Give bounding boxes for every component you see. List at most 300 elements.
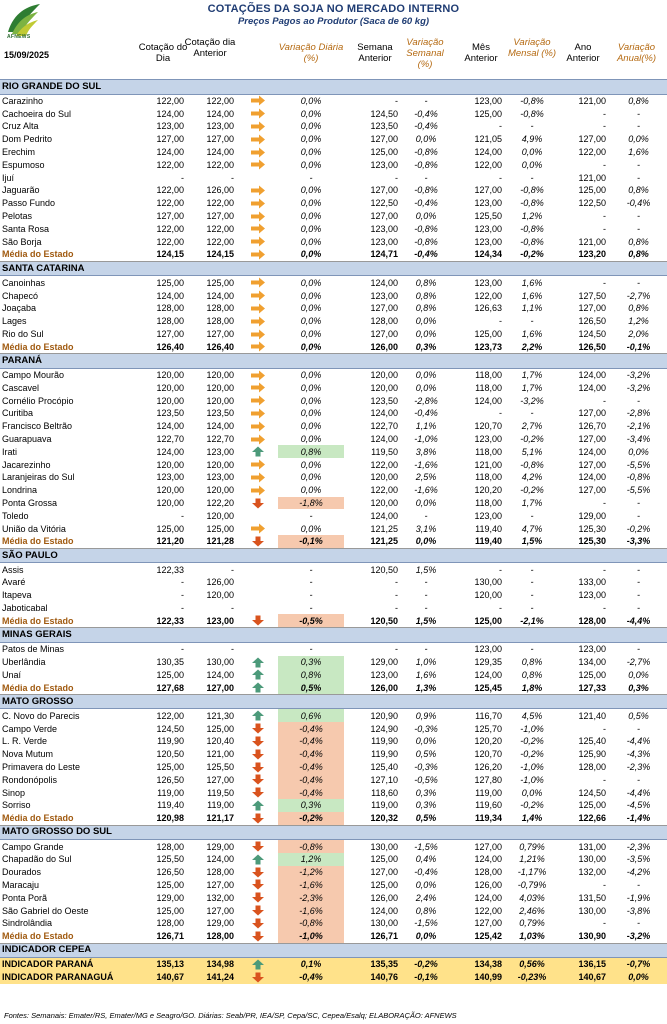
price-year: - bbox=[603, 211, 606, 222]
price-month: 122,00 bbox=[474, 159, 502, 170]
trend-arrow-cell bbox=[238, 614, 278, 627]
var-month: 0,8% bbox=[521, 656, 543, 667]
var-month: 4,5% bbox=[521, 710, 543, 721]
var-month: 1,7% bbox=[521, 370, 543, 381]
price-week: 127,00 bbox=[370, 211, 398, 222]
var-year: - bbox=[637, 577, 640, 588]
trend-arrow-cell bbox=[238, 484, 278, 497]
table-row bbox=[0, 735, 667, 748]
price-year: 126,70 bbox=[578, 421, 606, 432]
price-month: 118,00 bbox=[475, 446, 502, 457]
var-year: 1,6% bbox=[628, 147, 649, 158]
price-week: 125,40 bbox=[370, 762, 398, 773]
var-year: 0,8% bbox=[628, 303, 649, 314]
var-day: 0,6% bbox=[278, 709, 344, 722]
section-title: RIO GRANDE DO SUL bbox=[0, 80, 667, 95]
arrow-right-icon bbox=[250, 472, 266, 483]
var-month: 1,6% bbox=[521, 277, 543, 288]
price-week: 120,00 bbox=[370, 472, 398, 483]
var-year: 0,8% bbox=[628, 236, 649, 247]
price-day: - bbox=[181, 590, 184, 601]
var-year: -3,5% bbox=[626, 854, 651, 865]
var-month: 4,7% bbox=[521, 523, 543, 534]
city-name: Francisco Beltrão bbox=[2, 421, 73, 432]
price-prev: 124,00 bbox=[206, 290, 234, 301]
price-day: 123,00 bbox=[156, 121, 184, 132]
price-month: 123,73 bbox=[450, 340, 506, 353]
arrow-right-icon bbox=[250, 303, 266, 314]
var-week: 0,0% bbox=[402, 930, 450, 943]
table-row bbox=[0, 197, 667, 210]
price-prev: 127,00 bbox=[206, 905, 234, 916]
price-year: 125,90 bbox=[578, 749, 606, 760]
arrow-right-icon bbox=[250, 395, 266, 406]
city-name: Ponta Grossa bbox=[2, 498, 58, 508]
price-year: 124,00 bbox=[578, 382, 606, 393]
trend-arrow-cell bbox=[238, 589, 278, 602]
city-name: Média do Estado bbox=[0, 812, 136, 825]
trend-arrow-cell bbox=[238, 340, 278, 353]
var-month: -1,0% bbox=[520, 762, 544, 773]
trend-arrow-cell bbox=[238, 971, 278, 984]
price-month: 129,35 bbox=[474, 656, 502, 667]
trend-arrow-cell bbox=[238, 146, 278, 159]
price-day: 125,00 bbox=[156, 879, 184, 890]
price-week: 128,00 bbox=[370, 316, 398, 327]
var-day: 0,0% bbox=[300, 328, 322, 339]
logo-text: AFNEWS bbox=[7, 34, 31, 40]
var-year: 2,0% bbox=[628, 328, 649, 339]
price-month: 124,00 bbox=[474, 854, 502, 865]
price-day: 126,50 bbox=[156, 867, 184, 878]
price-week: 124,90 bbox=[370, 723, 398, 734]
var-week: - bbox=[424, 577, 428, 588]
table-row bbox=[0, 509, 667, 522]
price-year: 127,00 bbox=[578, 459, 606, 470]
price-week: 129,00 bbox=[370, 656, 398, 667]
var-week: 0,3% bbox=[415, 800, 437, 811]
price-prev: 129,00 bbox=[206, 841, 234, 852]
var-year: - bbox=[637, 211, 640, 222]
arrow-right-icon bbox=[250, 316, 266, 327]
trend-arrow-cell bbox=[238, 799, 278, 812]
city-name: Jaguarão bbox=[2, 185, 40, 196]
table-row bbox=[0, 589, 667, 602]
price-day: - bbox=[181, 510, 184, 521]
var-month: - bbox=[530, 603, 534, 614]
price-prev: 120,00 bbox=[206, 485, 234, 496]
var-day: 1,2% bbox=[278, 853, 344, 866]
price-week: 126,71 bbox=[344, 930, 402, 943]
price-prev: 122,00 bbox=[206, 95, 234, 106]
price-year: 122,00 bbox=[578, 147, 606, 158]
trend-arrow-cell bbox=[238, 222, 278, 235]
var-week: - bbox=[424, 644, 428, 655]
var-week: 1,5% bbox=[415, 564, 437, 575]
var-week: -0,4% bbox=[402, 248, 450, 261]
trend-arrow-cell bbox=[238, 107, 278, 120]
var-day: -1,6% bbox=[278, 879, 344, 892]
var-day: 0,0% bbox=[300, 277, 322, 288]
price-day: 127,00 bbox=[156, 211, 184, 222]
price-week: 130,00 bbox=[370, 918, 398, 929]
arrow-down-icon bbox=[250, 931, 266, 942]
col-header-prev: Cotação dia Anterior bbox=[184, 37, 236, 59]
trend-arrow-cell bbox=[238, 171, 278, 184]
price-prev: 128,00 bbox=[188, 930, 238, 943]
price-week: 119,50 bbox=[371, 446, 398, 457]
arrow-right-icon bbox=[250, 341, 266, 352]
price-week: 127,00 bbox=[370, 185, 398, 196]
var-week: 3,8% bbox=[415, 446, 437, 457]
price-day: 122,00 bbox=[156, 159, 184, 170]
price-year: - bbox=[603, 277, 606, 288]
arrow-right-icon bbox=[250, 223, 266, 234]
trend-arrow-cell bbox=[238, 668, 278, 681]
var-week: 0,8% bbox=[415, 303, 437, 314]
trend-arrow-cell bbox=[238, 445, 278, 458]
var-day: -0,5% bbox=[278, 614, 344, 627]
var-day: 0,0% bbox=[300, 472, 322, 483]
city-name: Maracaju bbox=[2, 879, 40, 890]
var-week: -2,8% bbox=[414, 395, 438, 406]
var-month: 1,4% bbox=[506, 812, 558, 825]
price-day: 128,00 bbox=[156, 316, 184, 327]
price-week: 127,00 bbox=[370, 303, 398, 314]
trend-arrow-cell bbox=[238, 394, 278, 407]
section-header-row bbox=[0, 694, 667, 709]
price-prev: 119,00 bbox=[207, 800, 234, 811]
trend-arrow-cell bbox=[238, 722, 278, 735]
price-day: 124,00 bbox=[156, 108, 184, 119]
city-name: Joaçaba bbox=[2, 303, 37, 314]
table-row bbox=[0, 94, 667, 107]
var-week: 0,0% bbox=[415, 736, 437, 747]
var-week: 0,5% bbox=[415, 749, 437, 760]
price-month: 134,38 bbox=[450, 958, 506, 971]
var-week: 0,0% bbox=[415, 370, 437, 381]
price-year: - bbox=[603, 603, 606, 614]
var-week: 0,8% bbox=[415, 277, 437, 288]
section-header-row bbox=[0, 261, 667, 276]
price-day: 122,00 bbox=[156, 236, 184, 247]
arrow-right-icon bbox=[250, 95, 266, 106]
var-day: 0,0% bbox=[300, 185, 322, 196]
var-month: -0,8% bbox=[520, 95, 544, 106]
arrow-right-icon bbox=[250, 236, 266, 247]
var-day: -2,3% bbox=[278, 891, 344, 904]
table-row bbox=[0, 904, 667, 917]
var-week: 0,9% bbox=[415, 710, 437, 721]
indicator-row bbox=[0, 958, 667, 971]
section-title: MATO GROSSO bbox=[0, 694, 667, 709]
var-week: -0,4% bbox=[414, 408, 438, 419]
table-row bbox=[0, 709, 667, 722]
var-week: -0,3% bbox=[414, 723, 438, 734]
city-name: Londrina bbox=[2, 485, 38, 496]
var-week: -0,8% bbox=[414, 223, 438, 234]
var-month: -0,2% bbox=[520, 736, 544, 747]
var-day: 0,3% bbox=[278, 799, 344, 812]
price-day: 125,00 bbox=[156, 762, 184, 773]
var-month: 1,8% bbox=[506, 681, 558, 694]
arrow-down-icon bbox=[250, 723, 266, 734]
var-week: -0,8% bbox=[414, 159, 438, 170]
var-day: -0,4% bbox=[278, 971, 344, 984]
var-day: - bbox=[309, 172, 313, 183]
table-row bbox=[0, 602, 667, 615]
var-year: - bbox=[637, 918, 640, 929]
city-name: Jaboticabal bbox=[2, 603, 48, 614]
var-week: -0,8% bbox=[414, 236, 438, 247]
price-year: 140,67 bbox=[558, 971, 610, 984]
city-name: Patos de Minas bbox=[2, 644, 65, 655]
price-week: 125,00 bbox=[370, 854, 398, 865]
price-day: 120,00 bbox=[156, 382, 184, 393]
trend-arrow-cell bbox=[238, 158, 278, 171]
trend-arrow-cell bbox=[238, 235, 278, 248]
state-average-row bbox=[0, 614, 667, 627]
price-prev: 125,50 bbox=[206, 762, 234, 773]
price-day: 120,00 bbox=[156, 498, 184, 508]
table-row bbox=[0, 773, 667, 786]
price-month: 122,00 bbox=[474, 905, 502, 916]
var-month: -0,23% bbox=[506, 971, 558, 984]
table-row bbox=[0, 786, 667, 799]
var-week: - bbox=[424, 172, 428, 183]
section-title: SÃO PAULO bbox=[0, 548, 667, 563]
price-year: 131,50 bbox=[578, 892, 606, 903]
var-year: -5,5% bbox=[626, 485, 651, 496]
table-row bbox=[0, 368, 667, 381]
section-header-row bbox=[0, 825, 667, 840]
col-header-day: Cotação do Dia bbox=[138, 42, 188, 64]
trend-arrow-cell bbox=[238, 420, 278, 433]
price-prev: 134,98 bbox=[188, 958, 238, 971]
price-year: 123,00 bbox=[578, 644, 606, 655]
price-year: 125,00 bbox=[578, 800, 606, 811]
var-day: 0,0% bbox=[300, 316, 322, 327]
var-week: 3,1% bbox=[415, 523, 437, 534]
table-row bbox=[0, 891, 667, 904]
col-header-year: Ano Anterior bbox=[566, 42, 600, 64]
arrow-up-icon bbox=[250, 657, 266, 668]
price-year: 127,33 bbox=[558, 681, 610, 694]
price-year: - bbox=[603, 108, 606, 119]
price-month: 125,70 bbox=[474, 723, 502, 734]
arrow-right-icon bbox=[250, 370, 266, 381]
price-day: 135,13 bbox=[136, 958, 188, 971]
var-week: - bbox=[424, 603, 428, 614]
price-day: 127,00 bbox=[156, 328, 184, 339]
price-prev: 128,00 bbox=[206, 316, 234, 327]
table-row bbox=[0, 484, 667, 497]
var-month: 0,0% bbox=[521, 159, 543, 170]
price-week: 125,00 bbox=[370, 879, 398, 890]
price-prev: 129,00 bbox=[206, 918, 234, 929]
city-name: São Borja bbox=[2, 236, 42, 247]
price-year: - bbox=[603, 223, 606, 234]
price-year: 125,00 bbox=[578, 669, 606, 680]
price-year: 124,50 bbox=[578, 787, 606, 798]
city-name: Dom Pedrito bbox=[2, 134, 53, 145]
var-month: 0,0% bbox=[521, 787, 543, 798]
city-name: Avaré bbox=[2, 577, 26, 588]
var-month: -3,2% bbox=[520, 395, 544, 406]
section-header-row bbox=[0, 943, 667, 958]
var-day: 0,0% bbox=[300, 198, 322, 209]
var-month: -0,2% bbox=[520, 749, 544, 760]
var-month: 0,56% bbox=[506, 958, 558, 971]
var-day: 0,0% bbox=[300, 382, 322, 393]
trend-arrow-cell bbox=[238, 773, 278, 786]
price-day: 122,00 bbox=[156, 185, 184, 196]
price-month: 120,20 bbox=[474, 485, 502, 496]
col-header-var-year: Variação Anual(%) bbox=[616, 42, 657, 64]
var-month: -1,0% bbox=[520, 774, 544, 785]
var-year: 0,0% bbox=[628, 669, 649, 680]
table-row bbox=[0, 761, 667, 774]
price-week: 123,00 bbox=[370, 669, 398, 680]
trend-arrow-cell bbox=[238, 471, 278, 484]
city-name: C. Novo do Parecis bbox=[2, 710, 80, 721]
city-name: Guarapuava bbox=[2, 434, 52, 445]
trend-arrow-cell bbox=[238, 407, 278, 420]
col-header-month: Mês Anterior bbox=[464, 42, 498, 64]
price-month: 120,70 bbox=[474, 421, 502, 432]
trend-arrow-cell bbox=[238, 210, 278, 223]
var-day: - bbox=[309, 564, 313, 575]
trend-arrow-cell bbox=[238, 315, 278, 328]
var-month: -0,8% bbox=[520, 236, 544, 247]
price-day: 128,00 bbox=[156, 918, 184, 929]
table-row bbox=[0, 158, 667, 171]
trend-arrow-cell bbox=[238, 433, 278, 446]
var-day: - bbox=[309, 590, 313, 601]
city-name: Ponta Porã bbox=[2, 892, 48, 903]
price-prev: 127,00 bbox=[206, 328, 234, 339]
price-day: 130,35 bbox=[156, 656, 184, 667]
trend-arrow-cell bbox=[238, 681, 278, 694]
price-prev: 122,00 bbox=[206, 236, 234, 247]
price-year: 121,40 bbox=[578, 710, 606, 721]
price-week: 127,00 bbox=[370, 134, 398, 145]
var-week: -1,5% bbox=[414, 918, 438, 929]
var-year: - bbox=[637, 172, 640, 183]
price-month: 123,00 bbox=[474, 644, 502, 655]
price-week: 122,70 bbox=[370, 421, 398, 432]
price-day: 140,67 bbox=[136, 971, 188, 984]
var-week: 1,1% bbox=[415, 421, 437, 432]
var-month: 1,1% bbox=[521, 303, 543, 314]
price-month: 125,45 bbox=[450, 681, 506, 694]
arrow-right-icon bbox=[250, 185, 266, 196]
trend-arrow-cell bbox=[238, 917, 278, 930]
price-prev: 130,00 bbox=[206, 656, 234, 667]
price-month: 124,00 bbox=[474, 892, 502, 903]
var-week: 0,0% bbox=[415, 134, 437, 145]
table-row bbox=[0, 853, 667, 866]
var-month: -0,79% bbox=[517, 879, 547, 890]
price-week: - bbox=[395, 644, 398, 655]
var-week: 0,0% bbox=[415, 879, 437, 890]
var-week: 0,4% bbox=[415, 854, 437, 865]
var-day: -0,4% bbox=[278, 722, 344, 735]
section-header-row bbox=[0, 548, 667, 563]
price-week: 124,00 bbox=[370, 510, 398, 521]
price-year: 123,20 bbox=[558, 248, 610, 261]
var-day: -0,4% bbox=[278, 761, 344, 774]
city-name: Média do Estado bbox=[0, 535, 136, 548]
price-month: 126,63 bbox=[474, 303, 502, 314]
price-day: 128,00 bbox=[156, 303, 184, 314]
city-name: Média do Estado bbox=[0, 248, 136, 261]
price-year: 128,00 bbox=[558, 614, 610, 627]
price-month: 122,00 bbox=[474, 290, 502, 301]
trend-arrow-cell bbox=[238, 642, 278, 655]
price-month: 123,00 bbox=[474, 277, 502, 288]
city-name: Média do Estado bbox=[0, 340, 136, 353]
table-row bbox=[0, 471, 667, 484]
var-year: -0,1% bbox=[610, 340, 667, 353]
price-day: - bbox=[181, 603, 184, 614]
price-week: 119,00 bbox=[371, 800, 398, 811]
trend-arrow-cell bbox=[238, 120, 278, 133]
price-day: 125,00 bbox=[156, 905, 184, 916]
trend-arrow-cell bbox=[238, 133, 278, 146]
price-week: - bbox=[395, 577, 398, 588]
var-month: 2,46% bbox=[519, 905, 545, 916]
price-prev: 123,00 bbox=[206, 472, 234, 483]
price-year: 133,00 bbox=[578, 577, 606, 588]
city-name: Uberlândia bbox=[2, 656, 46, 667]
var-day: - bbox=[309, 577, 313, 588]
price-day: 120,00 bbox=[156, 370, 184, 381]
var-day: -0,4% bbox=[278, 786, 344, 799]
price-month: 120,00 bbox=[474, 590, 502, 601]
var-year: -4,4% bbox=[610, 614, 667, 627]
city-name: INDICADOR PARANAGUÁ bbox=[0, 971, 136, 984]
price-week: 123,00 bbox=[370, 290, 398, 301]
state-average-row bbox=[0, 340, 667, 353]
price-prev: 126,00 bbox=[206, 577, 234, 588]
table-row bbox=[0, 840, 667, 853]
var-week: 0,0% bbox=[415, 328, 437, 339]
price-year: 125,40 bbox=[578, 736, 606, 747]
price-day: 124,00 bbox=[156, 147, 184, 158]
var-week: -1,5% bbox=[414, 841, 438, 852]
arrow-right-icon bbox=[250, 290, 266, 301]
price-month: 124,34 bbox=[450, 248, 506, 261]
city-name: Toledo bbox=[2, 510, 29, 521]
var-month: - bbox=[530, 564, 534, 575]
price-prev: 128,00 bbox=[206, 867, 234, 878]
trend-arrow-cell bbox=[238, 368, 278, 381]
var-year: -2,3% bbox=[626, 841, 651, 852]
arrow-right-icon bbox=[250, 211, 266, 222]
city-name: Laranjeiras do Sul bbox=[2, 472, 75, 483]
price-year: 132,00 bbox=[578, 867, 606, 878]
var-week: - bbox=[424, 510, 428, 521]
price-year: 127,00 bbox=[578, 408, 606, 419]
price-day: 119,90 bbox=[157, 736, 184, 747]
price-month: 118,00 bbox=[475, 382, 502, 393]
var-week: -1,6% bbox=[414, 485, 438, 496]
price-week: 122,00 bbox=[370, 459, 398, 470]
var-month: 1,7% bbox=[521, 382, 543, 393]
var-month: - bbox=[530, 121, 534, 132]
trend-arrow-cell bbox=[238, 958, 278, 971]
